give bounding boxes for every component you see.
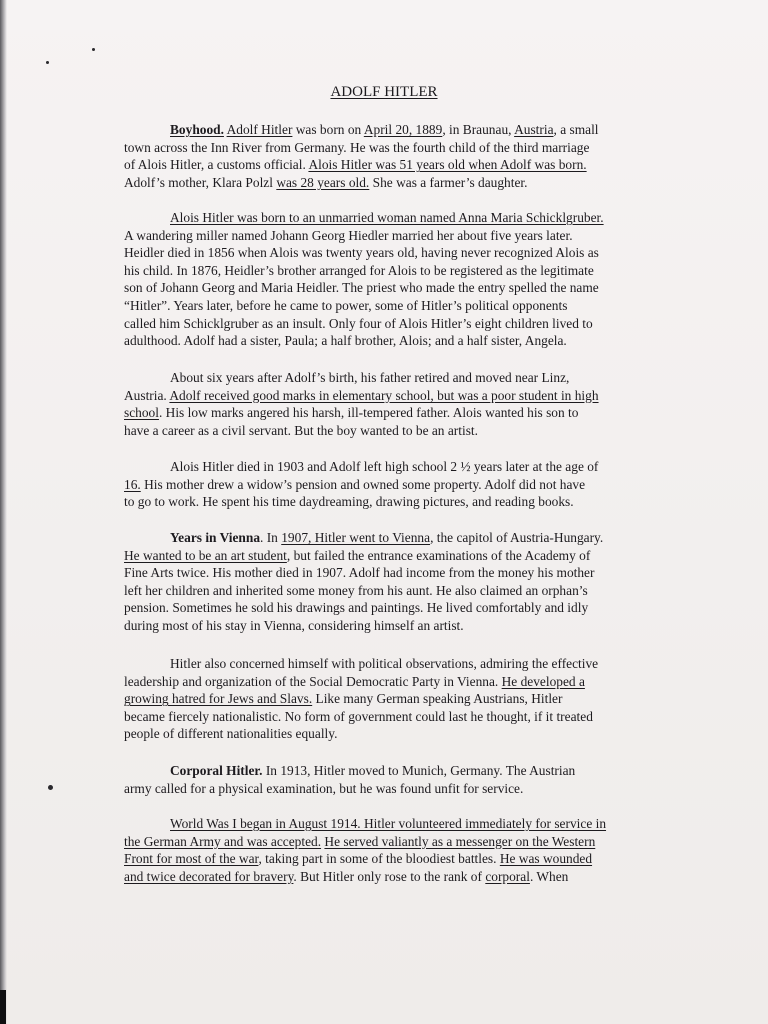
text: , a small	[553, 122, 599, 137]
text-line: have a career as a civil servant. But the boy wanted to be an artist.	[124, 422, 478, 438]
text-line: to go to work. He spent his time daydreaming, drawing pictures, and reading books.	[124, 494, 574, 510]
underlined-text: He was wounded	[499, 851, 593, 867]
text: of Alois Hitler, a customs official.	[124, 157, 309, 173]
text-line: during most of his stay in Vienna, considering himself an artist.	[124, 617, 464, 633]
text: , taking part in some of the bloodiest battles.	[258, 851, 500, 867]
text: Alois Hitler died in 1903 and Adolf left high school 2 ½ years later at the age of	[170, 459, 599, 474]
underlined-text: the German Army and was accepted.	[124, 833, 322, 849]
page-title: ADOLF HITLER	[330, 84, 438, 100]
text: . But Hitler only rose to the rank of	[293, 868, 486, 884]
paragraph-alois-origins	[124, 209, 662, 350]
text-line: adulthood. Adolf had a sister, Paula; a half brother, Alois; and a half sister, Angela.	[124, 333, 567, 349]
text-line: left her children and inherited some money from his aunt. He also claimed an orphan’s	[124, 582, 588, 598]
underlined-text: He served valiantly as a messenger on the Western	[324, 833, 596, 849]
underlined-text: Austria	[514, 122, 554, 137]
text: . When	[529, 868, 569, 884]
scan-binding-mark	[0, 990, 6, 1024]
paragraph-boyhood	[124, 121, 662, 191]
paragraph-corporal-hitler	[124, 762, 662, 797]
scan-edge-shadow	[0, 0, 7, 1024]
text: . His low marks angered his harsh, ill-tempered father. Alois wanted his son to	[158, 405, 579, 421]
underlined-text: 16.	[124, 476, 141, 492]
scan-speck	[92, 48, 95, 51]
text: leadership and organization of the Social Democratic Party in Vienna.	[124, 673, 502, 689]
text-line: A wandering miller named Johann Georg Hiedler married her about five years later.	[124, 227, 573, 243]
text: In 1913, Hitler moved to Munich, Germany. The Austrian	[262, 763, 576, 778]
text: Adolf’s mother, Klara Polzl	[124, 174, 277, 190]
text: She was a farmer’s daughter.	[369, 174, 528, 190]
text-line: “Hitler”. Years later, before he came to power, some of Hitler’s political opponents	[124, 297, 568, 313]
text-line: his child. In 1876, Heidler’s brother arranged for Alois to be registered as the legitimate	[124, 262, 594, 278]
text-line: pension. Sometimes he sold his drawings and paintings. He lived comfortably and idly	[124, 600, 589, 616]
underlined-text: Adolf Hitler	[226, 122, 293, 137]
underlined-text: Alois Hitler was born to an unmarried woman named Anna Maria Schicklgruber.	[170, 210, 604, 225]
text-line: town across the Inn River from Germany. He was the fourth child of the third marriage	[124, 139, 590, 155]
text: About six years after Adolf’s birth, his father retired and moved near Linz,	[170, 370, 570, 385]
text-line: called him Schicklgruber as an insult. Only four of Alois Hitler’s eight children lived to	[124, 315, 593, 331]
text: His mother drew a widow’s pension and owned some property. Adolf did not have	[140, 476, 586, 492]
paragraph-father-death	[124, 458, 662, 511]
section-heading-boyhood: Boyhood.	[170, 122, 224, 137]
scan-speck	[48, 785, 53, 790]
underlined-text: Front for most of the war	[124, 851, 259, 867]
underlined-text: April 20, 1889	[363, 122, 443, 137]
text: Hitler also concerned himself with political observations, admiring the effective	[170, 656, 599, 671]
section-heading-vienna: Years in Vienna	[170, 530, 261, 545]
paragraph-linz	[124, 369, 662, 439]
text: , but failed the entrance examinations of the Academy of	[286, 547, 591, 563]
text: Like many German speaking Austrians, Hitler	[312, 691, 563, 707]
text: , in Braunau,	[442, 122, 515, 137]
text-line: became fiercely nationalistic. No form of government could last he thought, if it treated	[124, 708, 593, 724]
text-line: army called for a physical examination, but he was found unfit for service.	[124, 780, 524, 796]
section-heading-corporal: Corporal Hitler.	[170, 763, 263, 778]
text: , the capitol of Austria-Hungary.	[430, 530, 604, 545]
text: Austria.	[124, 387, 170, 403]
underlined-text: World Was I began in August 1914. Hitler volunteered immediately for service in	[170, 816, 607, 831]
text: was born on	[292, 122, 364, 137]
text-line: people of different nationalities equally.	[124, 726, 338, 742]
text-line: Heidler died in 1856 when Alois was twenty years old, having never recognized Alois as	[124, 245, 599, 261]
underlined-text: He wanted to be an art student	[124, 547, 287, 563]
paragraph-years-in-vienna	[124, 529, 662, 635]
underlined-text: He developed a	[501, 673, 585, 689]
text-line: son of Johann Georg and Maria Heidler. The priest who made the entry spelled the name	[124, 280, 599, 296]
scan-speck	[46, 61, 49, 64]
underlined-text: Adolf received good marks in elementary school, but was a poor student in high	[169, 387, 599, 403]
underlined-text: was 28 years old.	[276, 174, 370, 190]
paragraph-world-war-one	[124, 815, 662, 885]
underlined-text: and twice decorated for bravery	[124, 868, 294, 884]
paragraph-political-views	[124, 655, 662, 743]
underlined-text: growing hatred for Jews and Slavs.	[124, 691, 313, 707]
text: . In	[260, 530, 282, 545]
underlined-text: Alois Hitler was 51 years old when Adolf was born.	[308, 157, 587, 173]
underlined-text: corporal	[485, 868, 530, 884]
underlined-text: 1907, Hitler went to Vienna	[281, 530, 431, 545]
underlined-text: school	[124, 405, 159, 421]
text-line: Fine Arts twice. His mother died in 1907. Adolf had income from the money his mother	[124, 565, 595, 581]
